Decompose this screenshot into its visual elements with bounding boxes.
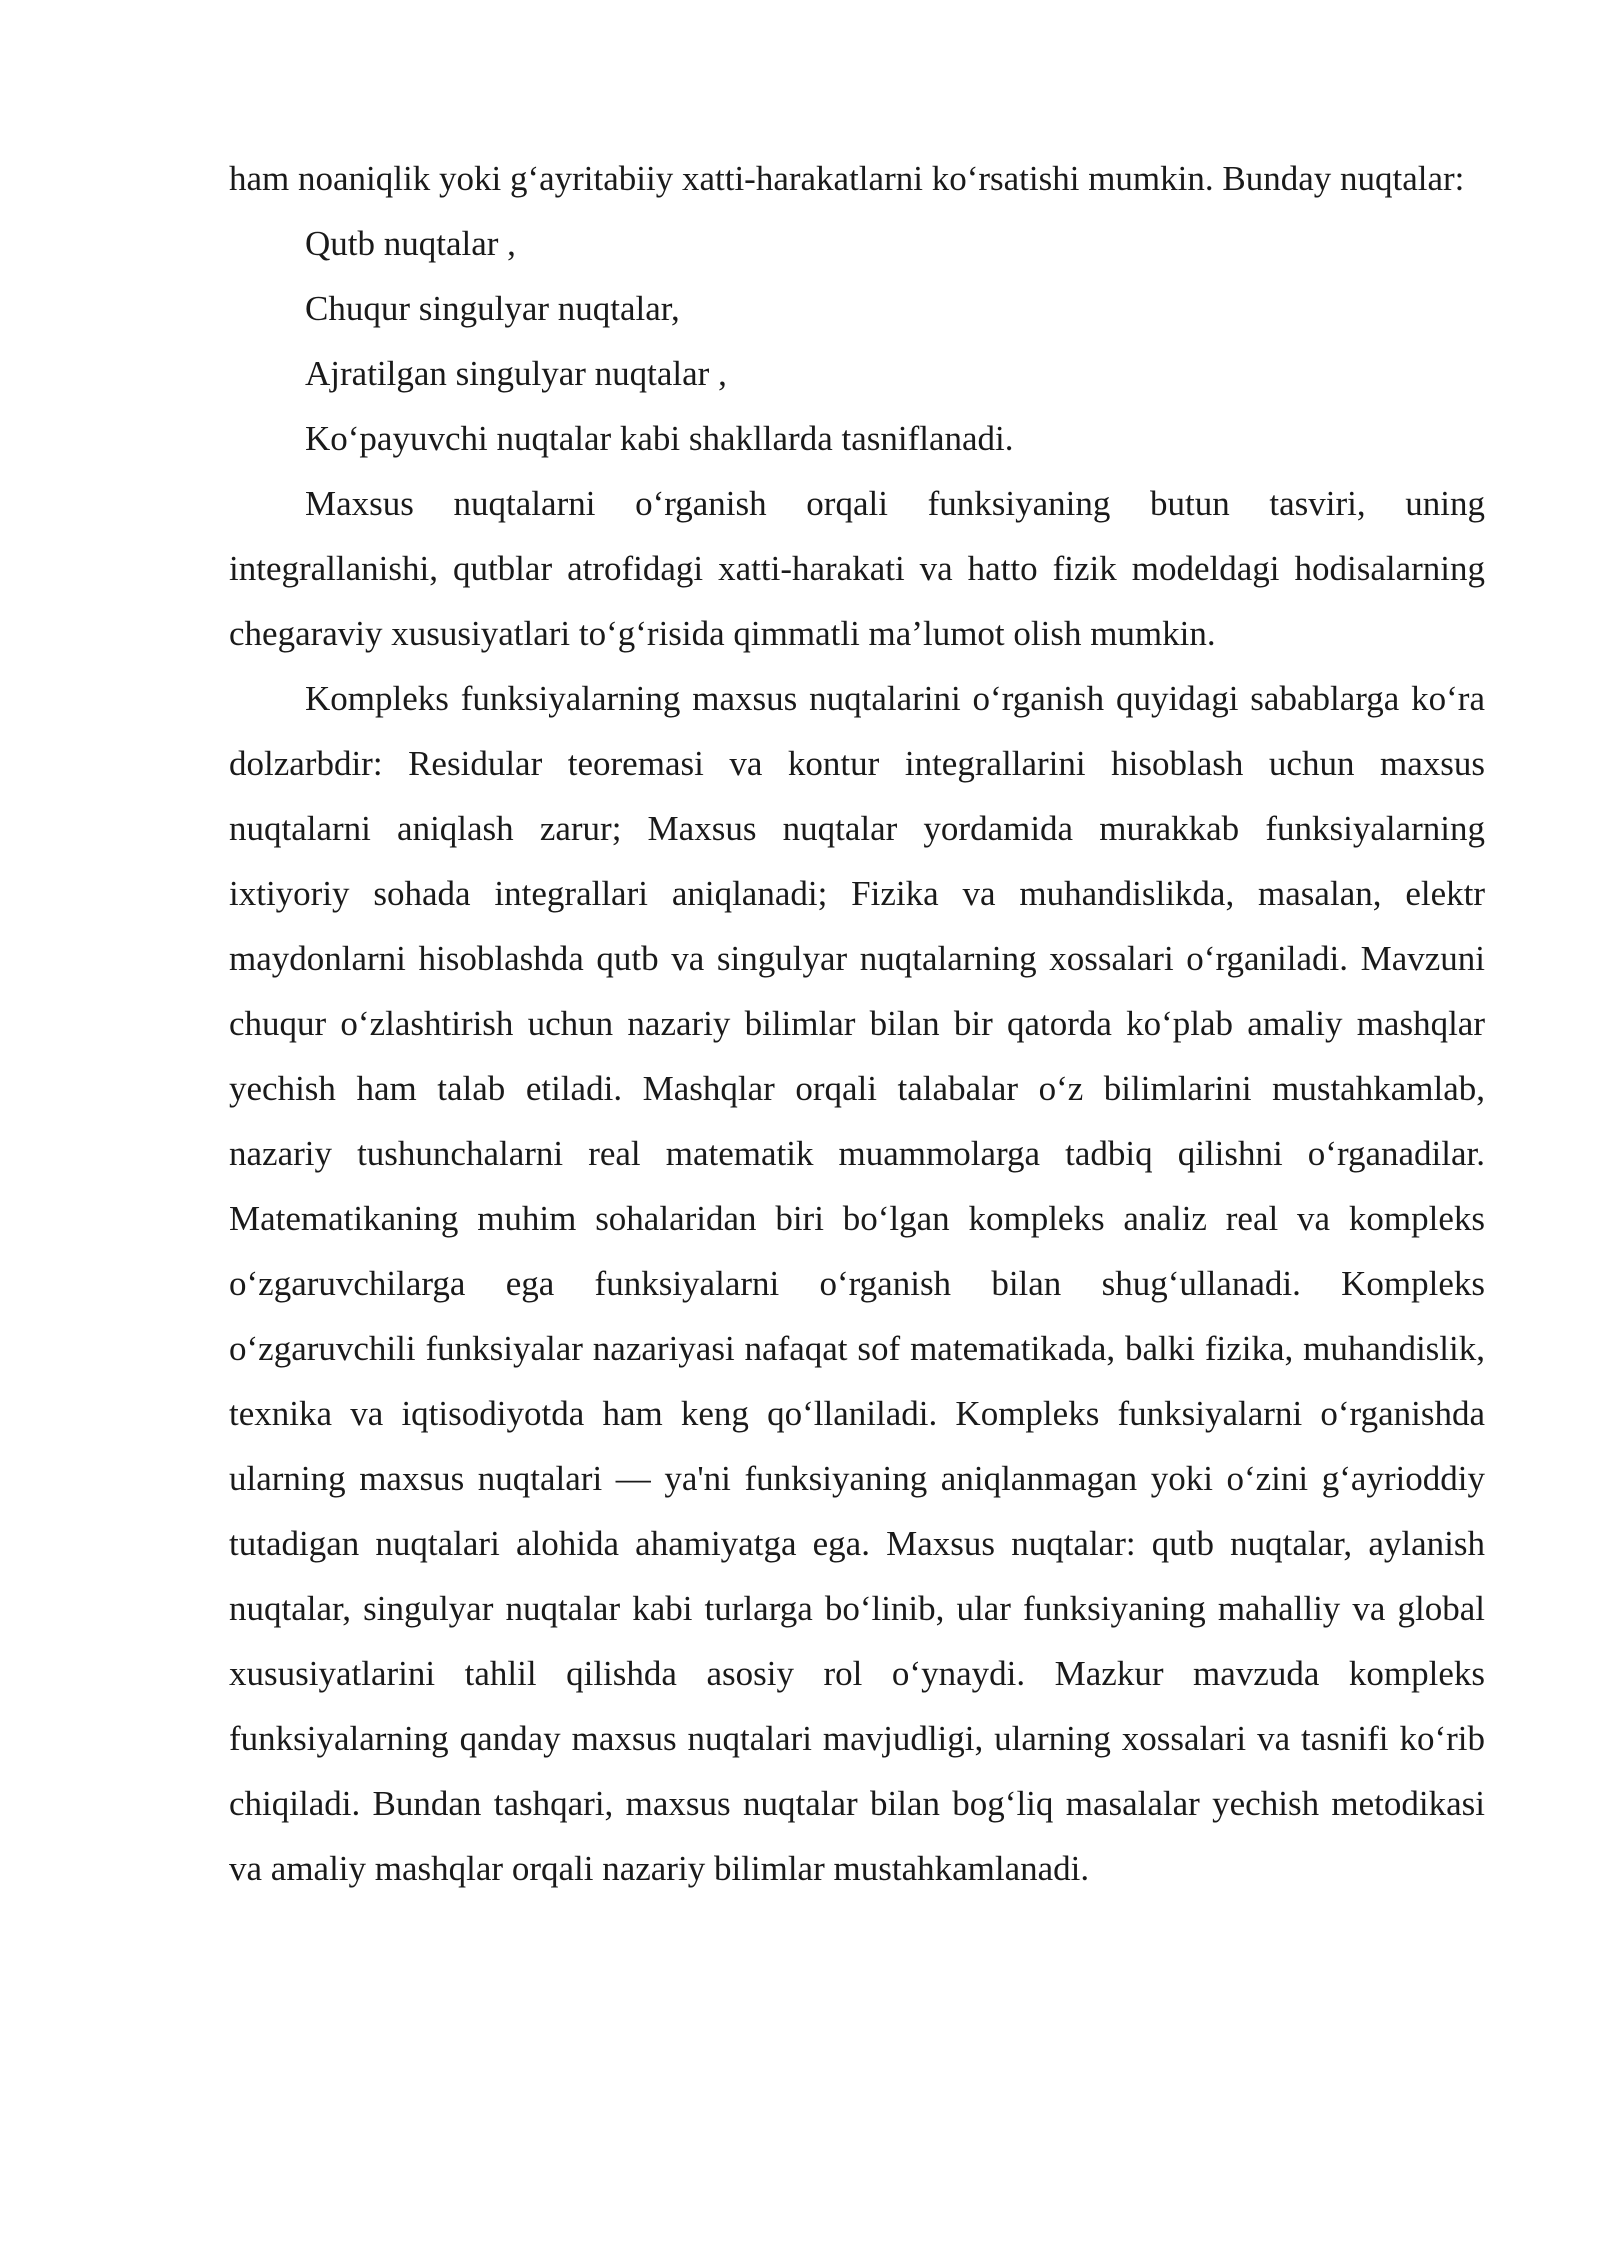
document-page — [229, 146, 1485, 1901]
list-item-pole-points: Qutb nuqtalar , — [305, 224, 516, 263]
paragraph-main: Kompleks funksiyalarning maxsus nuqtalarini o‘rganish quyidagi sabablarga ko‘ra dolzarbdir: Residular teoremasi va kontur integrallarini hisoblash uchun maxsus nuqtalarni aniqlash zarur; Maxsus nuqtalar yordamida murakkab funksiyalarning ixtiyoriy sohada integrallari aniqlanadi; Fizika va muhandislikda, masalan, elektr maydonlarni hisoblashda qutb va singulyar nuqtalarning xossalari o‘rganiladi. Mavzuni chuqur o‘zlashtirish uchun nazariy bilimlar bilan bir qatorda ko‘plab amaliy mashqlar yechish ham talab etiladi. Mashqlar orqali talabalar o‘z bilimlarini mustahkamlab, nazariy tushunchalarni real matematik muammolarga tadbiq qilishni o‘rganadilar. Matematikaning muhim sohalaridan biri bo‘lgan kompleks analiz real va kompleks o‘zgaruvchilarga ega funksiyalarni o‘rganish bilan shug‘ullanadi. Kompleks o‘zgaruvchili funksiyalar nazariyasi nafaqat sof matematikada, balki fizika, muhandislik, texnika va iqtisodiyotda ham keng qo‘llaniladi. Kompleks funksiyalarni o‘rganishda ularning maxsus nuqtalari — ya'ni funksiyaning aniqlanmagan yoki o‘zini g‘ayrioddiy tutadigan nuqtalari alohida ahamiyatga ega. Maxsus nuqtalar: qutb nuqtalar, aylanish nuqtalar, singulyar nuqtalar kabi turlarga bo‘linib, ular funksiyaning mahalliy va global xususiyatlarini tahlil qilishda asosiy rol o‘ynaydi. Mazkur mavzuda kompleks funksiyalarning qanday maxsus nuqtalari mavjudligi, ularning xossalari va tasnifi ko‘rib chiqiladi. Bundan tashqari, maxsus nuqtalar bilan bog‘liq masalalar yechish metodikasi va amaliy mashqlar orqali nazariy bilimlar mustahkamlanadi. — [229, 679, 1485, 1888]
list-item-deep-singular-points: Chuqur singulyar nuqtalar, — [305, 289, 680, 328]
paragraph-intro: ham noaniqlik yoki g‘ayritabiiy xatti-harakatlarni ko‘rsatishi mumkin. Bunday nuqtalar: — [229, 159, 1465, 198]
list-item-multiplying-points: Ko‘payuvchi nuqtalar kabi shakllarda tasniflanadi. — [305, 419, 1014, 458]
list-item-isolated-singular-points: Ajratilgan singulyar nuqtalar , — [305, 354, 727, 393]
paragraph-study: Maxsus nuqtalarni o‘rganish orqali funksiyaning butun tasviri, uning integrallanishi, qutblar atrofidagi xatti-harakati va hatto fizik modeldagi hodisalarning chegaraviy xususiyatlari to‘g‘risida qimmatli ma’lumot olish mumkin. — [229, 484, 1485, 653]
